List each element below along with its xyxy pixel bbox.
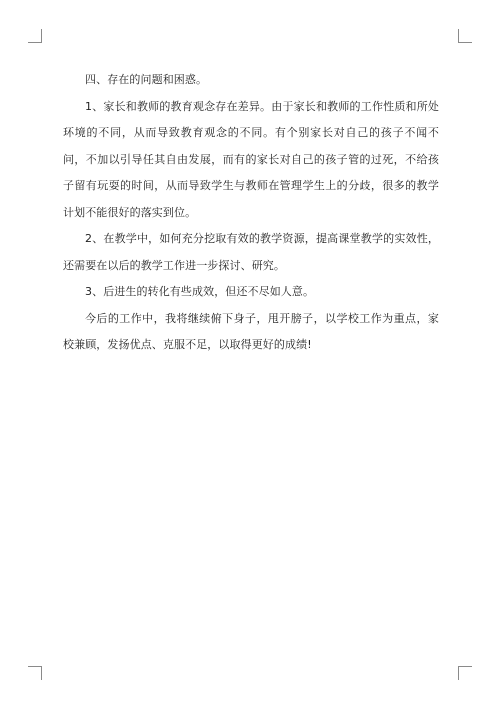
paragraph-1: 1、家长和教师的教育观念存在差异。由于家长和教师的工作性质和所处环境的不同，从而导致教育观念的不同。有个别家长对自己的孩子不闻不问，不加以引导任其自由发展，而有的家长对自己的孩子管的过死，不给孩子留有玩耍的时间，从而导致学生与教师在管理学生上的分歧，很多的教学计划不能很好的落实到位。 — [63, 99, 439, 219]
crop-mark-top-left — [28, 29, 42, 43]
paragraph-2: 2、在教学中，如何充分挖取有效的教学资源，提高课堂教学的实效性，还需要在以后的教学工作进一步探讨、研究。 — [63, 232, 439, 272]
crop-mark-bottom-left — [28, 666, 42, 680]
crop-mark-bottom-right — [458, 666, 472, 680]
section-heading: 四、存在的问题和困惑。 — [85, 73, 208, 86]
document-body — [63, 67, 439, 359]
paragraph-conclusion: 今后的工作中，我将继续俯下身子，甩开膀子，以学校工作为重点，家校兼顾，发扬优点、克服不足，以取得更好的成绩! — [63, 311, 439, 351]
paragraph-3: 3、后进生的转化有些成效，但还不尽如人意。 — [85, 285, 315, 298]
crop-mark-top-right — [458, 29, 472, 43]
